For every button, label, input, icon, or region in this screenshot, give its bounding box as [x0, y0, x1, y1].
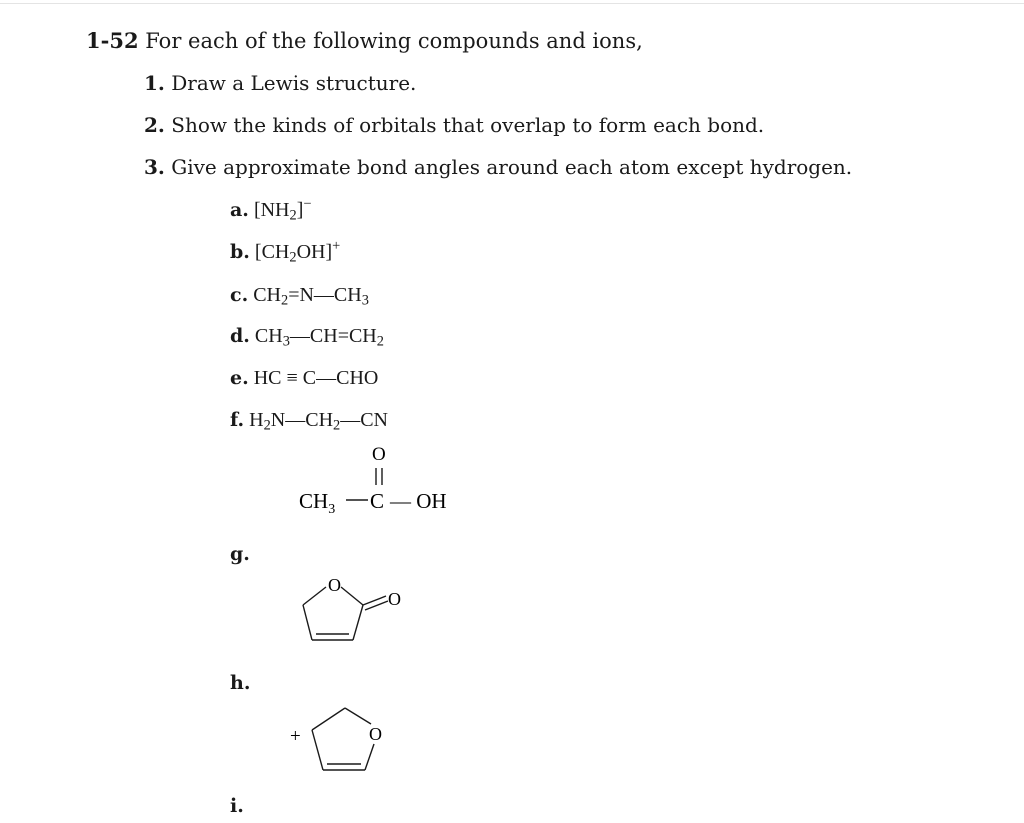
item-label: b. [230, 241, 250, 263]
item-label: f. [230, 409, 245, 431]
item-label: h. [230, 672, 251, 694]
instruction-2 [144, 113, 764, 137]
instruction-3 [144, 155, 852, 179]
ring-oxygen-label: O [328, 575, 341, 595]
positive-charge: + [290, 726, 301, 747]
formula: $H_2N—CH_2—CN$ [249, 409, 389, 434]
problem-number: 1-52 [86, 28, 139, 53]
item-e [230, 367, 378, 390]
problem-header [86, 28, 643, 53]
item-label: e. [230, 367, 249, 389]
formula: $[NH_2]^-$ [253, 196, 312, 224]
ring-bond [341, 587, 363, 605]
ring-bond [303, 605, 312, 640]
item-label: c. [230, 284, 249, 306]
instruction-number: 1. [144, 71, 165, 95]
formula: $CH_2=N—CH_3$ [253, 284, 369, 309]
formula: $[CH_2OH]^+$ [254, 238, 341, 266]
instruction-number: 3. [144, 155, 165, 179]
carbonyl-oxygen-label: O [372, 444, 386, 465]
carbon-label: C [370, 489, 385, 513]
ring-bond [345, 708, 371, 724]
oxolenyl-cation-structure [285, 700, 405, 780]
instruction-text: Draw a Lewis structure. [171, 71, 417, 95]
item-a [230, 196, 312, 224]
ring-oxygen-label: O [369, 724, 382, 744]
ring-bond [365, 744, 374, 770]
hydroxyl-label: — OH [390, 489, 447, 513]
ring-bond [312, 708, 345, 730]
acetic-acid-structure [290, 438, 480, 520]
ring-bond [303, 587, 326, 605]
item-label: i. [230, 795, 244, 817]
ring-bond [312, 730, 323, 770]
instruction-text: Give approximate bond angles around each atom except hydrogen. [171, 155, 853, 179]
item-c [230, 284, 369, 307]
item-g [230, 543, 250, 566]
problem-text: For each of the following compounds and ions, [145, 29, 643, 53]
item-i [230, 795, 244, 818]
instruction-number: 2. [144, 113, 165, 137]
methyl-label: $CH_3$ [299, 489, 336, 517]
item-d [230, 325, 384, 348]
item-h [230, 672, 250, 695]
item-label: a. [230, 199, 249, 221]
item-f [230, 409, 388, 432]
item-label: g. [230, 543, 250, 565]
instruction-1 [144, 71, 416, 95]
carbonyl-oxygen-label: O [388, 589, 401, 609]
top-divider [0, 3, 1024, 4]
furanone-structure [290, 570, 420, 652]
ring-bond [353, 605, 363, 640]
instruction-text: Show the kinds of orbitals that overlap to form each bond. [171, 113, 765, 137]
formula: $CH_3—CH=CH_2$ [254, 325, 384, 350]
formula: HC ≡ C—CHO [253, 367, 379, 389]
item-label: d. [230, 325, 250, 347]
item-b [230, 238, 341, 266]
